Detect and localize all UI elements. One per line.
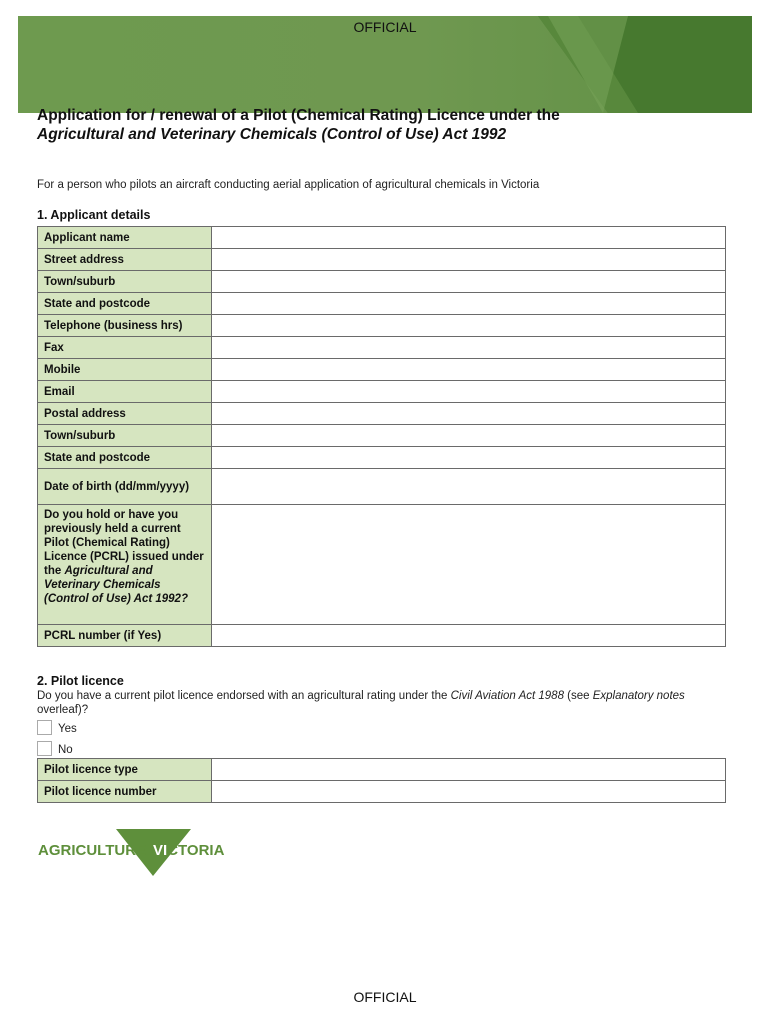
section-2-heading: 2. Pilot licence	[37, 674, 124, 688]
postal-state-postcode-input[interactable]	[212, 447, 726, 469]
pilot-licence-number-input[interactable]	[212, 781, 726, 803]
date-of-birth-input[interactable]	[212, 469, 726, 505]
town-suburb-input[interactable]	[212, 271, 726, 293]
table-row	[38, 505, 726, 625]
question-text: Do you hold or have you previously held a current Pilot (Chemical Rating) Licence (PCRL) issued under the	[44, 509, 204, 577]
question-act-name: Civil Aviation Act 1988	[450, 690, 564, 702]
applicant-details-table	[37, 226, 726, 647]
question-text: Do you have a current pilot licence endorsed with an agricultural rating under the	[37, 690, 451, 702]
table-row	[38, 271, 726, 293]
field-label: Town/suburb	[38, 271, 212, 293]
field-label: PCRL number (if Yes)	[38, 625, 212, 647]
field-label: Town/suburb	[38, 425, 212, 447]
pilot-licence-type-input[interactable]	[212, 759, 726, 781]
pilot-licence-question	[37, 689, 737, 717]
page-title	[37, 106, 737, 144]
yes-label: Yes	[58, 723, 77, 735]
field-label: Email	[38, 381, 212, 403]
title-line-1: Application for / renewal of a Pilot (Chemical Rating) Licence under the	[37, 107, 560, 124]
field-label: Fax	[38, 337, 212, 359]
question-text: (see	[563, 690, 593, 702]
logo-text-left: AGRICULTURE	[38, 842, 147, 859]
table-row	[38, 293, 726, 315]
agriculture-victoria-logo	[38, 828, 238, 883]
telephone-input[interactable]	[212, 315, 726, 337]
intro-text: For a person who pilots an aircraft conducting aerial application of agricultural chemicals in Victoria	[37, 179, 540, 191]
no-label: No	[58, 744, 73, 756]
field-label: Telephone (business hrs)	[38, 315, 212, 337]
state-postcode-input[interactable]	[212, 293, 726, 315]
no-checkbox[interactable]	[37, 741, 52, 756]
field-label: State and postcode	[38, 447, 212, 469]
fax-input[interactable]	[212, 337, 726, 359]
email-input[interactable]	[212, 381, 726, 403]
field-label: Date of birth (dd/mm/yyyy)	[38, 469, 212, 505]
table-row	[38, 249, 726, 271]
table-row	[38, 381, 726, 403]
table-row	[38, 759, 726, 781]
yes-checkbox[interactable]	[37, 720, 52, 735]
pilot-licence-table	[37, 758, 726, 803]
title-line-2: Agricultural and Veterinary Chemicals (Control of Use) Act 1992	[37, 126, 507, 143]
table-row	[38, 781, 726, 803]
table-row	[38, 227, 726, 249]
pcrl-number-input[interactable]	[212, 625, 726, 647]
street-address-input[interactable]	[212, 249, 726, 271]
postal-town-suburb-input[interactable]	[212, 425, 726, 447]
classification-top: OFFICIAL	[353, 19, 417, 35]
table-row	[38, 425, 726, 447]
mobile-input[interactable]	[212, 359, 726, 381]
pcrl-question-label	[38, 505, 212, 625]
logo-text-right: VICTORIA	[153, 842, 225, 859]
table-row	[38, 625, 726, 647]
table-row	[38, 469, 726, 505]
postal-address-input[interactable]	[212, 403, 726, 425]
field-label: Pilot licence type	[38, 759, 212, 781]
question-notes-ref: Explanatory notes	[592, 690, 685, 702]
table-row	[38, 315, 726, 337]
classification-bottom: OFFICIAL	[353, 989, 417, 1005]
table-row	[38, 403, 726, 425]
question-text: overleaf)?	[37, 704, 89, 716]
field-label: Mobile	[38, 359, 212, 381]
pcrl-question-input[interactable]	[212, 505, 726, 625]
field-label: Postal address	[38, 403, 212, 425]
table-row	[38, 337, 726, 359]
field-label: Applicant name	[38, 227, 212, 249]
field-label: State and postcode	[38, 293, 212, 315]
table-row	[38, 359, 726, 381]
table-row	[38, 447, 726, 469]
field-label: Street address	[38, 249, 212, 271]
applicant-name-input[interactable]	[212, 227, 726, 249]
logo-graphic	[38, 828, 238, 878]
field-label: Pilot licence number	[38, 781, 212, 803]
section-1-heading: 1. Applicant details	[37, 208, 151, 222]
question-act-name: Agricultural and Veterinary Chemicals (Control of Use) Act 1992?	[44, 565, 188, 605]
